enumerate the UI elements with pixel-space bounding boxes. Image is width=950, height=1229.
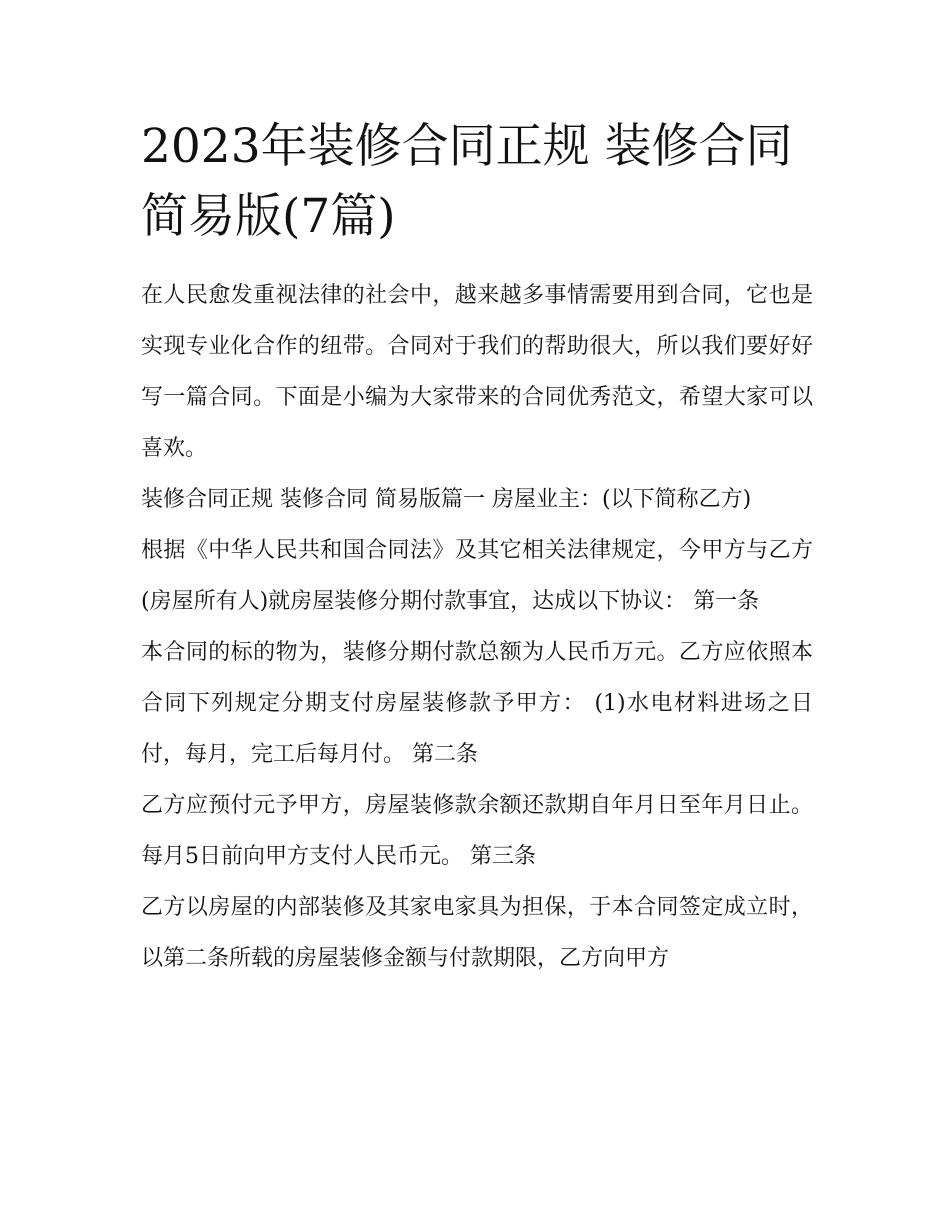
paragraph-article-2: 乙方应预付元予甲方，房屋装修款余额还款期自年月日至年月日止。 每月5日前向甲方支付人民币元。 第三条	[141, 793, 813, 869]
paragraph-article-1: 本合同的标的物为，装修分期付款总额为人民币万元。乙方应依照本合同下列规定分期支付房屋装修款予甲方： (1)水电材料进场之日付，每月，完工后每月付。 第二条	[141, 640, 813, 767]
document-title: 2023年装修合同正规 装修合同 简易版(7篇)	[141, 119, 793, 244]
document-content	[141, 112, 813, 984]
paragraph-section-heading: 装修合同正规 装修合同 简易版篇一 房屋业主：(以下简称乙方)	[141, 487, 752, 512]
paragraph-preamble: 根据《中华人民共和国合同法》及其它相关法律规定，今甲方与乙方(房屋所有人)就房屋装修分期付款事宜，达成以下协议： 第一条	[141, 538, 813, 614]
paragraph-article-3: 乙方以房屋的内部装修及其家电家具为担保，于本合同签定成立时，以第二条所载的房屋装修金额与付款期限，乙方向甲方	[141, 895, 813, 971]
paragraph-intro: 在人民愈发重视法律的社会中，越来越多事情需要用到合同，它也是实现专业化合作的纽带。合同对于我们的帮助很大，所以我们要好好写一篇合同。下面是小编为大家带来的合同优秀范文，希望大家可以喜欢。	[141, 283, 813, 461]
document-body	[141, 270, 813, 984]
